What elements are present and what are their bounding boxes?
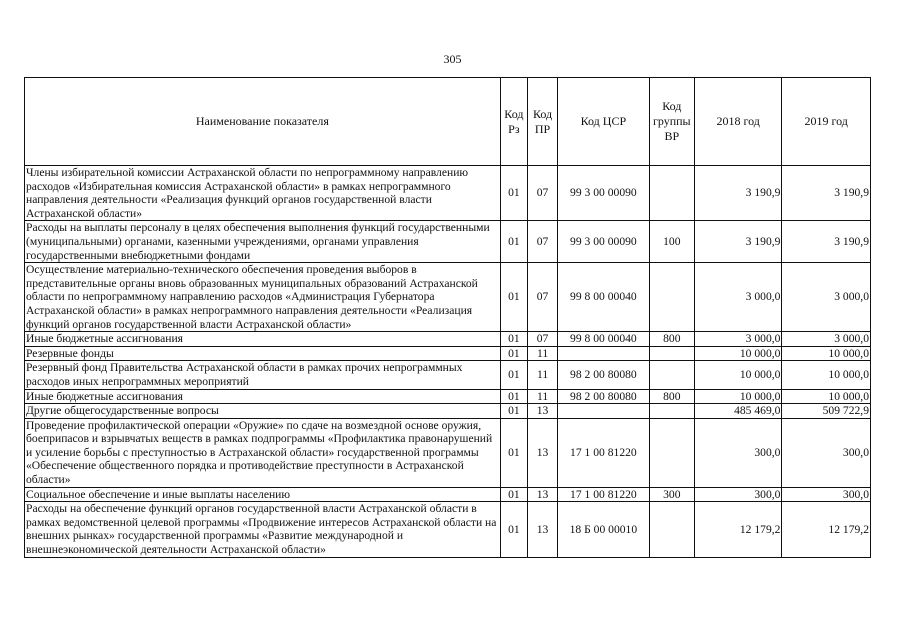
cell-vr	[649, 361, 694, 389]
cell-name: Расходы на выплаты персоналу в целях обеспечения выполнения функций государственными (муниципальными) органами, казенными учреждениями, органами управления государственными внебюджетными фондами	[25, 221, 501, 263]
header-2018: 2018 год	[694, 78, 782, 166]
cell-pr: 11	[527, 361, 557, 389]
cell-vr	[649, 502, 694, 557]
header-name: Наименование показателя	[25, 78, 501, 166]
cell-rz: 01	[500, 404, 527, 419]
cell-rz: 01	[500, 361, 527, 389]
cell-vr	[649, 404, 694, 419]
cell-rz: 01	[500, 418, 527, 487]
cell-pr: 13	[527, 502, 557, 557]
table-row	[25, 389, 871, 404]
table-row	[25, 502, 871, 557]
table-row	[25, 418, 871, 487]
cell-rz: 01	[500, 502, 527, 557]
table-row	[25, 263, 871, 332]
cell-rz: 01	[500, 487, 527, 502]
cell-2018: 300,0	[694, 418, 782, 487]
cell-rz: 01	[500, 263, 527, 332]
cell-2018: 10 000,0	[694, 346, 782, 361]
cell-csr: 17 1 00 81220	[558, 487, 650, 502]
cell-vr: 800	[649, 389, 694, 404]
cell-2018: 300,0	[694, 487, 782, 502]
cell-2019: 509 722,9	[782, 404, 871, 419]
cell-2019: 10 000,0	[782, 346, 871, 361]
cell-pr: 11	[527, 346, 557, 361]
cell-csr: 98 2 00 80080	[558, 389, 650, 404]
cell-2019: 3 190,9	[782, 166, 871, 221]
cell-rz: 01	[500, 346, 527, 361]
cell-2018: 3 000,0	[694, 332, 782, 347]
cell-name: Социальное обеспечение и иные выплаты населению	[25, 487, 501, 502]
table-row	[25, 221, 871, 263]
cell-2019: 10 000,0	[782, 361, 871, 389]
cell-vr	[649, 263, 694, 332]
table-row	[25, 346, 871, 361]
page-number: 305	[443, 52, 462, 66]
cell-2019: 3 000,0	[782, 332, 871, 347]
header-vr: Код группы ВР	[649, 78, 694, 166]
cell-name: Резервные фонды	[25, 346, 501, 361]
cell-2018: 3 000,0	[694, 263, 782, 332]
cell-2018: 3 190,9	[694, 221, 782, 263]
cell-name: Осуществление материально-технического обеспечения проведения выборов в представительные органы вновь образованных муниципальных образований Астраханской области по непрограммному направлению расходов «Администрация Губернатора Астраханской области» в рамках непрограммного направления деятельности «Реализация функций органов государственной власти Астраханской области»	[25, 263, 501, 332]
header-row	[25, 78, 871, 166]
cell-pr: 07	[527, 221, 557, 263]
cell-2019: 300,0	[782, 487, 871, 502]
cell-csr	[558, 404, 650, 419]
cell-2018: 10 000,0	[694, 389, 782, 404]
cell-2018: 12 179,2	[694, 502, 782, 557]
cell-name: Проведение профилактической операции «Оружие» по сдаче на возмездной основе оружия, боеприпасов и взрывчатых веществ в рамках подпрограммы «Профилактика правонарушений и усиление борьбы с преступностью в Астраханской области» государственной программы «Обеспечение общественного порядка и противодействие преступности в Астраханской области»	[25, 418, 501, 487]
cell-csr	[558, 346, 650, 361]
cell-pr: 07	[527, 263, 557, 332]
cell-name: Иные бюджетные ассигнования	[25, 389, 501, 404]
cell-csr: 17 1 00 81220	[558, 418, 650, 487]
cell-rz: 01	[500, 332, 527, 347]
cell-vr	[649, 346, 694, 361]
header-pr: Код ПР	[527, 78, 557, 166]
header-rz: Код Рз	[500, 78, 527, 166]
table-row	[25, 487, 871, 502]
cell-2019: 3 190,9	[782, 221, 871, 263]
cell-name: Резервный фонд Правительства Астраханской области в рамках прочих непрограммных расходов иных непрограммных мероприятий	[25, 361, 501, 389]
cell-csr: 99 3 00 00090	[558, 166, 650, 221]
cell-vr: 300	[649, 487, 694, 502]
cell-rz: 01	[500, 221, 527, 263]
cell-2018: 3 190,9	[694, 166, 782, 221]
cell-2019: 300,0	[782, 418, 871, 487]
header-csr: Код ЦСР	[558, 78, 650, 166]
cell-pr: 07	[527, 332, 557, 347]
cell-name: Члены избирательной комиссии Астраханской области по непрограммному направлению расходов «Избирательная комиссия Астраханской области» в рамках непрограммного направления деятельности «Реализация функций органов государственной власти Астраханской области»	[25, 166, 501, 221]
cell-vr: 100	[649, 221, 694, 263]
cell-rz: 01	[500, 166, 527, 221]
cell-pr: 07	[527, 166, 557, 221]
budget-table	[24, 77, 871, 558]
table-row	[25, 332, 871, 347]
cell-csr: 18 Б 00 00010	[558, 502, 650, 557]
table-row	[25, 166, 871, 221]
cell-2019: 3 000,0	[782, 263, 871, 332]
cell-pr: 13	[527, 404, 557, 419]
header-2019: 2019 год	[782, 78, 871, 166]
cell-2019: 12 179,2	[782, 502, 871, 557]
cell-pr: 11	[527, 389, 557, 404]
cell-vr: 800	[649, 332, 694, 347]
cell-csr: 98 2 00 80080	[558, 361, 650, 389]
cell-name: Расходы на обеспечение функций органов государственной власти Астраханской области в рамках ведомственной целевой программы «Продвижение интересов Астраханской области на внешних рынках» государственной программы «Развитие международной и внешнеэкономической деятельности Астраханской области»	[25, 502, 501, 557]
cell-2019: 10 000,0	[782, 389, 871, 404]
cell-name: Иные бюджетные ассигнования	[25, 332, 501, 347]
cell-2018: 10 000,0	[694, 361, 782, 389]
cell-csr: 99 3 00 00090	[558, 221, 650, 263]
cell-rz: 01	[500, 389, 527, 404]
table-row	[25, 361, 871, 389]
cell-csr: 99 8 00 00040	[558, 263, 650, 332]
cell-pr: 13	[527, 487, 557, 502]
cell-2018: 485 469,0	[694, 404, 782, 419]
cell-csr: 99 8 00 00040	[558, 332, 650, 347]
cell-vr	[649, 166, 694, 221]
cell-pr: 13	[527, 418, 557, 487]
cell-vr	[649, 418, 694, 487]
cell-name: Другие общегосударственные вопросы	[25, 404, 501, 419]
table-row	[25, 404, 871, 419]
